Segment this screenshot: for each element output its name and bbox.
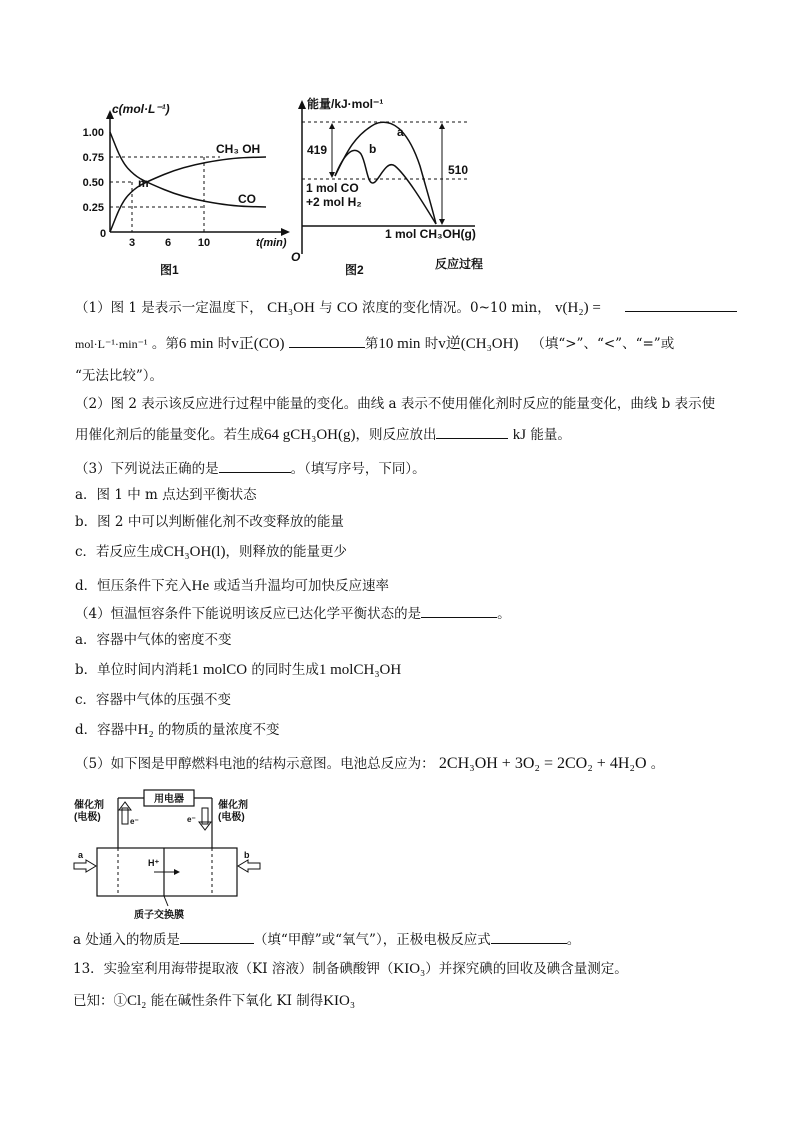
- answer-blank[interactable]: [491, 929, 567, 944]
- fig2-reactant-h2: +2 mol H₂: [306, 195, 362, 209]
- text: 与: [319, 300, 333, 316]
- text: 。: [566, 932, 581, 948]
- figure-1: [70, 100, 295, 280]
- text: （1）图 1 是表示一定温度下，: [75, 300, 263, 316]
- formula-kio3: KIO₃: [393, 961, 426, 977]
- text: （填“>”、“<”、“=”或: [531, 336, 675, 352]
- fig1-ytick: 0.50: [82, 177, 104, 189]
- text: d．容器中: [75, 722, 138, 738]
- text: 。: [497, 606, 511, 622]
- text: 能在碱性条件下氧化 KI 制得: [150, 993, 324, 1009]
- unit-kj: kJ: [512, 427, 527, 443]
- fig1-series-ch3oh-label: CH₃ OH: [216, 142, 261, 156]
- text: ，则释放的能量更少: [225, 544, 347, 560]
- q1-line-1: [75, 297, 737, 318]
- formula-1mol-co: 1 molCO: [191, 662, 248, 678]
- q2-line-2: [75, 424, 571, 445]
- fig2-caption: 图2: [345, 263, 364, 276]
- q3-option-c: [75, 542, 347, 562]
- text: （5）如下图是甲醇燃料电池的结构示意图。电池总反应为：: [75, 756, 435, 772]
- fig1-caption: 图1: [160, 263, 179, 277]
- text: b．单位时间内消耗: [75, 662, 192, 678]
- text: （填“甲醇”或“氧气”），正极电极反应式: [253, 932, 491, 948]
- text: 13．实验室利用海带提取液（KI 溶液）制备碘酸钾（: [73, 961, 394, 977]
- answer-blank[interactable]: [436, 424, 508, 439]
- q2-line-1: （2）图 2 表示该反应进行过程中能量的变化。曲线 a 表示不使用催化剂时反应的能量变化，曲线 b 表示使: [75, 396, 716, 412]
- fig2-ylabel: 能量/kJ·mol⁻¹: [307, 97, 384, 111]
- catalyst-left-label: 催化剂: [74, 800, 104, 811]
- answer-blank[interactable]: [219, 458, 291, 473]
- answer-blank[interactable]: [421, 603, 497, 618]
- text: 。（填写序号，下同）。: [290, 461, 426, 477]
- text: （4）恒温恒容条件下能说明该反应已达化学平衡状态的是: [75, 606, 422, 622]
- inlet-b-label: b: [244, 850, 250, 860]
- text: 已知：①: [73, 993, 127, 1009]
- formula-cl2: Cl₂: [127, 993, 147, 1009]
- text: 浓度的变化情况。0~10 min，: [362, 300, 551, 316]
- inlet-a-label: a: [78, 850, 84, 860]
- text: 的同时生成: [251, 662, 319, 678]
- catalyst-right-sub: (电极): [218, 812, 245, 823]
- formula-ch3oh: CH₃OH: [267, 300, 315, 316]
- fig1-ytick: 1.00: [82, 127, 104, 139]
- q13-line-2: [73, 991, 355, 1011]
- q3-option-b: b．图 2 中可以判断催化剂不改变释放的能量: [75, 514, 344, 530]
- fig1-ytick: 0.75: [82, 152, 104, 164]
- fuel-cell-diagram: [72, 786, 262, 924]
- text: d．恒压条件下充入: [75, 578, 192, 594]
- formula-1mol-ch3oh: 1 molCH₃OH: [318, 662, 402, 678]
- fig2-reactant-co: 1 mol CO: [306, 181, 359, 195]
- fig2-value-419: 419: [307, 143, 328, 157]
- time-10min: 10 min: [378, 336, 421, 352]
- text: a 处通入的物质是: [73, 932, 180, 948]
- answer-blank[interactable]: [180, 929, 254, 944]
- text: 用催化剂后的能量变化。若生成: [75, 427, 264, 443]
- catalyst-right-label: 催化剂: [218, 800, 248, 811]
- device-label: 用电器: [154, 794, 184, 805]
- q4-option-c: c．容器中气体的压强不变: [75, 692, 232, 708]
- fig1-xtick: 3: [128, 237, 136, 249]
- fig2-origin: O: [291, 250, 301, 264]
- formula-64g-ch3oh: 64 gCH₃OH(g): [264, 427, 356, 443]
- answer-blank[interactable]: [289, 333, 365, 348]
- q3-option-d: [75, 576, 389, 596]
- proton-label: H⁺: [148, 858, 160, 868]
- formula-vreverse-ch3oh: v逆(CH₃OH): [438, 336, 519, 352]
- fig1-ylabel: c(mol·L⁻¹): [112, 102, 170, 116]
- text: 能量。: [530, 427, 571, 443]
- fig1-xtick: 6: [164, 237, 172, 249]
- fig1-ytick: 0.25: [82, 202, 104, 214]
- q1-line-2: [75, 333, 674, 354]
- formula-vforward-co: v正(CO): [231, 336, 285, 352]
- formula-ch3oh-l: CH₃OH(l): [163, 544, 226, 560]
- electron-label-right: e⁻: [187, 815, 196, 824]
- answer-blank[interactable]: [625, 297, 737, 312]
- q4-stem: [75, 603, 511, 624]
- formula-co: CO: [336, 300, 358, 316]
- figure-2: [285, 96, 505, 276]
- text: 的物质的量浓度不变: [158, 722, 280, 738]
- text: 时: [424, 336, 439, 352]
- fig2-label-b: b: [369, 142, 377, 156]
- text: 或适当升温均可加快反应速率: [213, 578, 389, 594]
- text: 时: [217, 336, 232, 352]
- text: ）并探究碘的回收及碘含量测定。: [425, 961, 628, 977]
- fig1-point-m: m: [138, 176, 149, 190]
- catalyst-left-sub: (电极): [74, 812, 101, 823]
- q4-option-a: a．容器中气体的密度不变: [75, 632, 232, 648]
- text: 。第: [151, 336, 179, 352]
- text: （3）下列说法正确的是: [75, 461, 219, 477]
- total-reaction-equation: 2CH₃OH + 3O₂ = 2CO₂ + 4H₂O: [438, 755, 647, 772]
- formula-he: He: [191, 578, 210, 594]
- fig2-label-a: a: [397, 125, 404, 139]
- text: 。: [650, 756, 665, 772]
- text: 第: [364, 336, 379, 352]
- q3-option-a: a．图 1 中 m 点达到平衡状态: [75, 487, 257, 503]
- formula-rate-h2: v(H₂) =: [555, 300, 601, 316]
- fig2-value-510: 510: [448, 163, 469, 177]
- membrane-label: 质子交换膜: [134, 910, 184, 921]
- fig1-xlabel: t(min): [256, 237, 287, 249]
- q5-answer-line: [73, 929, 580, 950]
- fig2-xlabel: 反应过程: [435, 257, 484, 271]
- fig1-xtick: 10: [197, 237, 211, 249]
- q4-option-d: [75, 720, 280, 740]
- fig2-product: 1 mol CH₃OH(g): [385, 227, 476, 241]
- formula-h2: H₂: [137, 722, 154, 738]
- formula-kio3: KIO₃: [323, 993, 356, 1009]
- unit: mol·L⁻¹·min⁻¹: [75, 337, 148, 351]
- q13-line-1: [73, 959, 628, 979]
- electron-label-left: e⁻: [130, 817, 139, 826]
- q1-line-3: “无法比较”）。: [75, 368, 164, 384]
- time-6min: 6 min: [178, 336, 214, 352]
- text: ，则反应放出: [355, 427, 437, 443]
- fig1-origin: 0: [100, 228, 107, 240]
- fig1-series-co-label: CO: [238, 192, 256, 206]
- text: c．若反应生成: [75, 544, 164, 560]
- q4-option-b: [75, 660, 401, 680]
- q3-stem: [75, 458, 426, 479]
- q5-line-1: [75, 754, 664, 774]
